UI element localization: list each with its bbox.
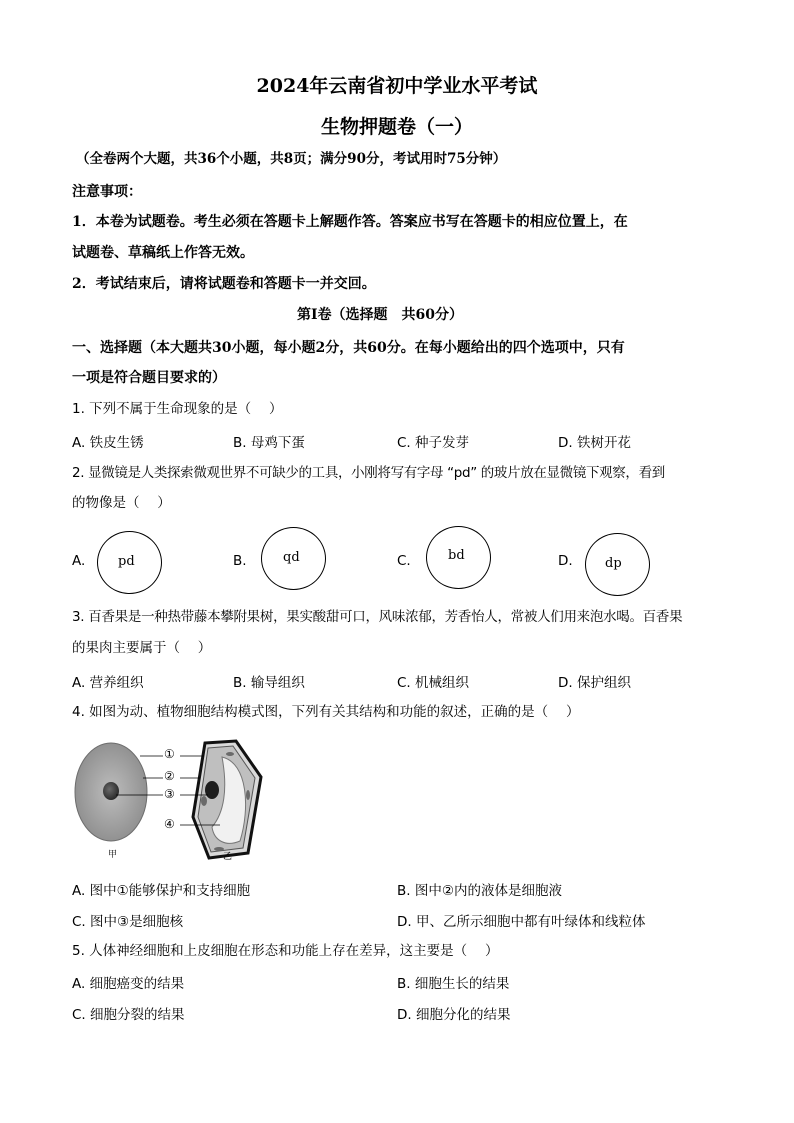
question-2-option-a-letter[interactable]: A. [72,553,86,569]
question-1-option-c[interactable]: C. 种子发芽 [397,435,470,451]
question-5-stem: 5. 人体神经细胞和上皮细胞在形态和功能上存在差异，这主要是（ ） [72,943,499,959]
section-heading-line-2: 一项是符合题目要求的） [72,370,226,386]
question-2-stem-line-1: 2. 显微镜是人类探索微观世界不可缺少的工具，小刚将写有字母 “pd” 的玻片放在显微镜下观察，看到 [72,465,665,481]
question-3-option-b[interactable]: B. 输导组织 [233,675,305,691]
question-2-option-c-letter[interactable]: C. [397,553,411,569]
question-1-option-d[interactable]: D. 铁树开花 [558,435,631,451]
question-4-option-c[interactable]: C. 图中③是细胞核 [72,914,184,930]
question-3-option-c[interactable]: C. 机械组织 [397,675,470,691]
question-1-stem: 1. 下列不属于生命现象的是（ ） [72,401,283,417]
question-4-option-d[interactable]: D. 甲、乙所示细胞中都有叶绿体和线粒体 [397,914,646,930]
question-2-option-b-circle[interactable] [261,527,326,590]
cell-diagram-svg [72,737,292,865]
figure-caption-left: 甲 [108,850,118,860]
figure-label-4: ④ [164,817,175,831]
plant-cell [193,741,261,858]
question-4-option-b[interactable]: B. 图中②内的液体是细胞液 [397,883,562,899]
figure-caption-right: 乙 [223,852,233,862]
question-2-option-d-text: dp [605,556,622,571]
notice-item-1-line-1: 1．本卷为试题卷。考生必须在答题卡上解题作答。答案应书写在答题卡的相应位置上，在 [72,214,628,230]
question-2-option-c-circle[interactable] [426,526,491,589]
notice-item-2: 2．考试结束后，请将试题卷和答题卡一并交回。 [72,276,376,292]
question-2-option-a-circle[interactable] [97,531,162,594]
exam-meta: （全卷两个大题，共36个小题，共8页；满分90分，考试用时75分钟） [76,151,507,167]
question-5-option-b[interactable]: B. 细胞生长的结果 [397,976,510,992]
question-2-option-d-letter[interactable]: D. [558,553,573,569]
question-4-stem: 4. 如图为动、植物细胞结构模式图，下列有关其结构和功能的叙述，正确的是（ ） [72,704,580,720]
figure-label-2: ② [164,769,175,783]
question-5-option-d[interactable]: D. 细胞分化的结果 [397,1007,511,1023]
notice-heading: 注意事项： [72,184,142,200]
question-5-option-c[interactable]: C. 细胞分裂的结果 [72,1007,185,1023]
question-5-option-a[interactable]: A. 细胞癌变的结果 [72,976,185,992]
question-3-stem-line-1: 3. 百香果是一种热带藤本攀附果树，果实酸甜可口，风味浓郁，芳香怡人，常被人们用来泡水喝。百香果 [72,609,683,625]
cell-structure-figure [72,737,292,865]
question-2-option-b-letter[interactable]: B. [233,553,247,569]
section-heading-line-1: 一、选择题（本大题共30小题，每小题2分，共60分。在每小题给出的四个选项中，只有 [72,340,625,356]
question-2-option-a-text: pd [118,554,135,569]
question-3-option-a[interactable]: A. 营养组织 [72,675,144,691]
question-2-option-b-text: qd [283,550,300,565]
question-2-stem-line-2: 的物像是（ ） [72,495,171,511]
question-1-option-a[interactable]: A. 铁皮生锈 [72,435,144,451]
figure-label-3: ③ [164,787,175,801]
question-2-option-d-circle[interactable] [585,533,650,596]
question-3-stem-line-2: 的果肉主要属于（ ） [72,640,212,656]
question-3-option-d[interactable]: D. 保护组织 [558,675,631,691]
notice-item-1-line-2: 试题卷、草稿纸上作答无效。 [72,245,254,261]
exam-subtitle: 生物押题卷（一） [320,116,473,138]
figure-label-1: ① [164,747,175,761]
exam-title: 2024年云南省初中学业水平考试 [256,75,538,97]
question-1-option-b[interactable]: B. 母鸡下蛋 [233,435,305,451]
animal-cell [75,743,147,841]
question-4-option-a[interactable]: A. 图中①能够保护和支持细胞 [72,883,251,899]
question-2-option-c-text: bd [448,548,465,563]
part-title: 第Ⅰ卷（选择题 共60分） [297,307,464,323]
